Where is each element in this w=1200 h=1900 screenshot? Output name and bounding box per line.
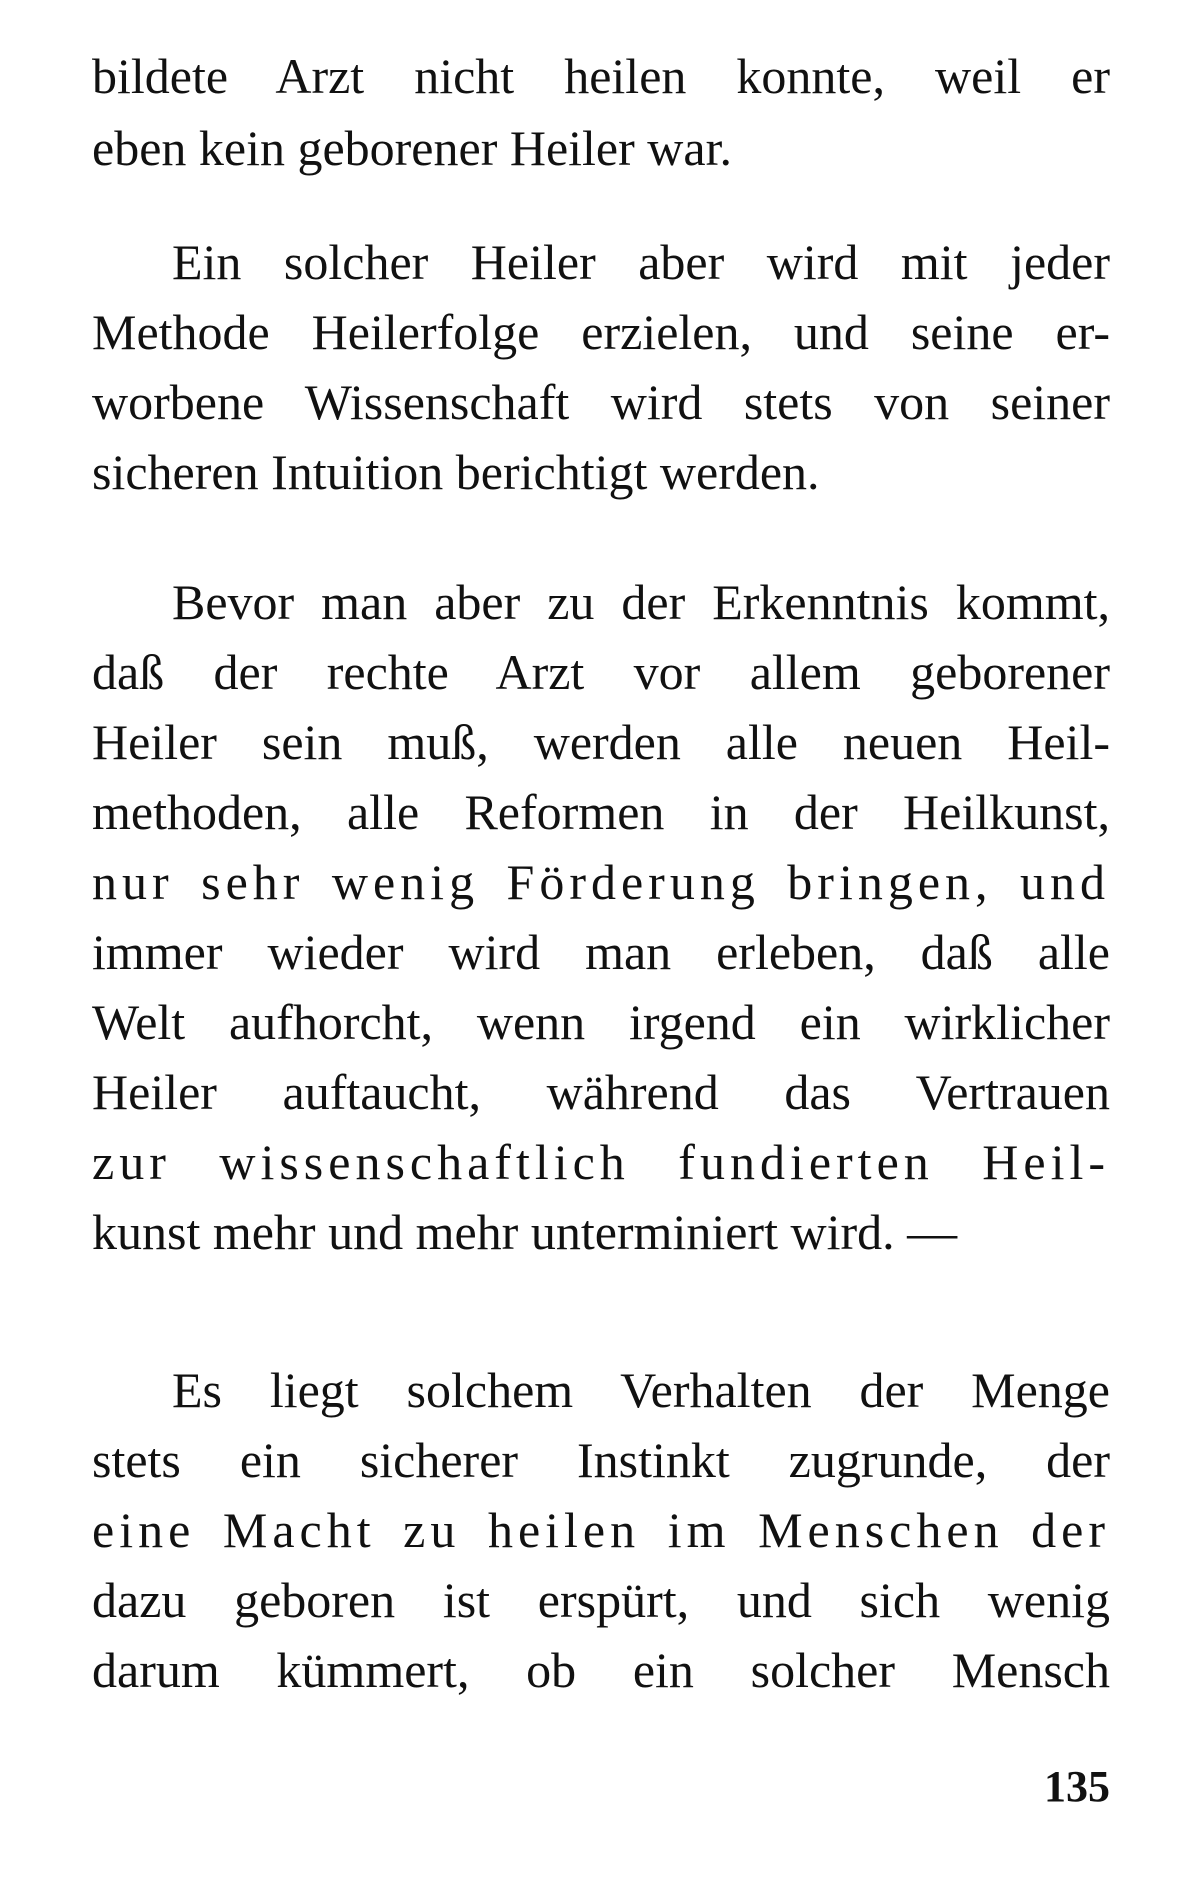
paragraph-1-line-1: bildete Arzt nicht heilen konnte, weil er [92,48,1110,104]
paragraph-3-line-1: Bevor man aber zu der Erkenntnis kommt, [172,574,1110,630]
paragraph-3-line-4: methoden, alle Reformen in der Heilkunst, [92,784,1110,840]
paragraph-3-line-10: kunst mehr und mehr unterminiert wird. — [92,1204,958,1260]
paragraph-2-line-1: Ein solcher Heiler aber wird mit jeder [172,234,1110,290]
paragraph-2-line-4: sicheren Intuition berichtigt werden. [92,444,820,500]
paragraph-4-line-3: eine Macht zu heilen im Menschen der [92,1502,1110,1558]
paragraph-2-line-3: worbene Wissenschaft wird stets von seiner [92,374,1110,430]
paragraph-1-line-2: eben kein geborener Heiler war. [92,120,732,176]
paragraph-4-line-5: darum kümmert, ob ein solcher Mensch [92,1642,1110,1698]
paragraph-3-line-9: zur wissenschaftlich fundierten Heil- [92,1134,1110,1190]
paragraph-2-line-2: Methode Heilerfolge erzielen, und seine er- [92,304,1110,360]
paragraph-3-line-5: nur sehr wenig Förderung bringen, und [92,854,1110,910]
paragraph-4-line-2: stets ein sicherer Instinkt zugrunde, der [92,1432,1110,1488]
paragraph-3-line-8: Heiler auftaucht, während das Vertrauen [92,1064,1110,1120]
paragraph-3-line-7: Welt aufhorcht, wenn irgend ein wirklicher [92,994,1110,1050]
paragraph-3-line-2: daß der rechte Arzt vor allem geborener [92,644,1110,700]
paragraph-3-line-6: immer wieder wird man erleben, daß alle [92,924,1110,980]
paragraph-3-line-3: Heiler sein muß, werden alle neuen Heil- [92,714,1110,770]
page-number: 135 [1044,1762,1110,1811]
paragraph-4-line-1: Es liegt solchem Verhalten der Menge [172,1362,1110,1418]
paragraph-4-line-4: dazu geboren ist erspürt, und sich wenig [92,1572,1110,1628]
